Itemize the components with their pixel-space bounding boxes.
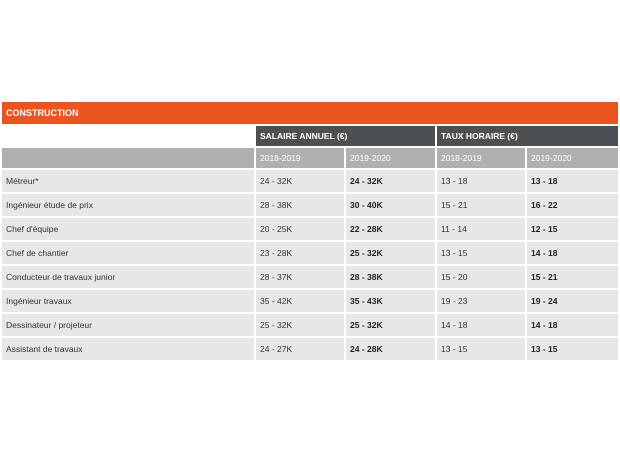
- annual-2019-cell: 25 - 32K: [346, 314, 435, 336]
- job-header-cell: [2, 148, 254, 168]
- year-header: 2018-2019: [437, 148, 525, 168]
- group-header-row: [2, 126, 618, 146]
- table-row: [2, 194, 618, 216]
- annual-2019-cell: 22 - 28K: [346, 218, 435, 240]
- hourly-2019-cell: 16 - 22: [527, 194, 618, 216]
- year-header: 2018-2019: [256, 148, 344, 168]
- empty-header-cell: [2, 126, 254, 146]
- job-cell: Chef d'équipe: [2, 218, 254, 240]
- annual-2018-cell: 28 - 38K: [256, 194, 344, 216]
- table-row: [2, 242, 618, 264]
- year-header: 2019-2020: [527, 148, 618, 168]
- table-row: [2, 338, 618, 360]
- annual-2018-cell: 35 - 42K: [256, 290, 344, 312]
- table-row: [2, 218, 618, 240]
- hourly-2018-cell: 11 - 14: [437, 218, 525, 240]
- annual-salary-header: SALAIRE ANNUEL (€): [256, 126, 435, 146]
- annual-2018-cell: 23 - 28K: [256, 242, 344, 264]
- job-cell: Ingénieur travaux: [2, 290, 254, 312]
- hourly-2019-cell: 14 - 18: [527, 314, 618, 336]
- hourly-2018-cell: 13 - 15: [437, 242, 525, 264]
- annual-2019-cell: 24 - 32K: [346, 170, 435, 192]
- year-header: 2019-2020: [346, 148, 435, 168]
- hourly-2018-cell: 19 - 23: [437, 290, 525, 312]
- salary-table-section: [2, 102, 618, 362]
- job-cell: Assistant de travaux: [2, 338, 254, 360]
- job-cell: Ingénieur étude de prix: [2, 194, 254, 216]
- hourly-2019-cell: 13 - 18: [527, 170, 618, 192]
- hourly-2018-cell: 15 - 21: [437, 194, 525, 216]
- job-cell: Dessinateur / projeteur: [2, 314, 254, 336]
- year-header-row: [2, 148, 618, 168]
- job-cell: Conducteur de travaux junior: [2, 266, 254, 288]
- annual-2018-cell: 24 - 27K: [256, 338, 344, 360]
- hourly-2018-cell: 14 - 18: [437, 314, 525, 336]
- salary-table: [0, 124, 620, 362]
- table-row: [2, 314, 618, 336]
- hourly-rate-header: TAUX HORAIRE (€): [437, 126, 618, 146]
- job-cell: Chef de chantier: [2, 242, 254, 264]
- annual-2019-cell: 24 - 28K: [346, 338, 435, 360]
- section-title: CONSTRUCTION: [2, 102, 618, 124]
- hourly-2019-cell: 14 - 18: [527, 242, 618, 264]
- annual-2019-cell: 35 - 43K: [346, 290, 435, 312]
- annual-2018-cell: 20 - 25K: [256, 218, 344, 240]
- annual-2019-cell: 28 - 38K: [346, 266, 435, 288]
- hourly-2018-cell: 13 - 15: [437, 338, 525, 360]
- annual-2019-cell: 25 - 32K: [346, 242, 435, 264]
- annual-2018-cell: 28 - 37K: [256, 266, 344, 288]
- annual-2018-cell: 25 - 32K: [256, 314, 344, 336]
- hourly-2019-cell: 15 - 21: [527, 266, 618, 288]
- hourly-2019-cell: 12 - 15: [527, 218, 618, 240]
- hourly-2018-cell: 15 - 20: [437, 266, 525, 288]
- table-row: [2, 266, 618, 288]
- hourly-2019-cell: 19 - 24: [527, 290, 618, 312]
- job-cell: Métreur*: [2, 170, 254, 192]
- annual-2019-cell: 30 - 40K: [346, 194, 435, 216]
- table-row: [2, 170, 618, 192]
- table-row: [2, 290, 618, 312]
- hourly-2019-cell: 13 - 15: [527, 338, 618, 360]
- hourly-2018-cell: 13 - 18: [437, 170, 525, 192]
- annual-2018-cell: 24 - 32K: [256, 170, 344, 192]
